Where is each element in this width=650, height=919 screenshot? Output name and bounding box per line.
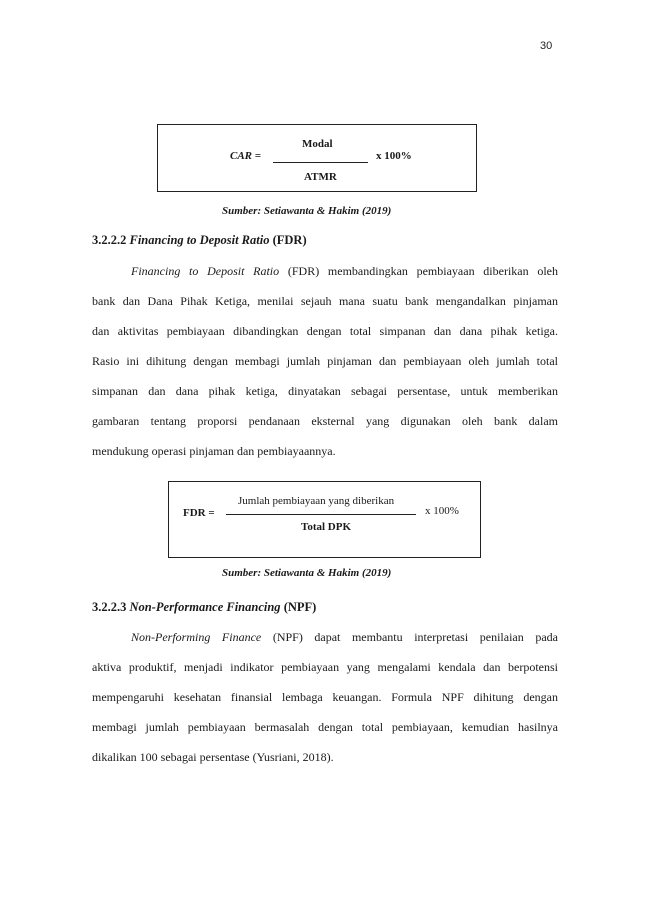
fdr-paragraph-line-3: dan aktivitas pembiayaan dibandingkan dengan total simpanan dan dana pihak ketiga. bbox=[92, 324, 558, 338]
car-fraction-line bbox=[273, 162, 368, 163]
fdr-heading-abbr: (FDR) bbox=[272, 233, 307, 247]
fdr-paragraph-line-6: gambaran tentang proporsi pendanaan eksternal yang digunakan oleh bank dalam bbox=[92, 414, 558, 428]
npf-heading-number: 3.2.2.3 bbox=[92, 600, 127, 614]
npf-heading bbox=[92, 600, 316, 615]
fdr-paragraph-line-2: bank dan Dana Pihak Ketiga, menilai sejauh mana suatu bank mengandalkan pinjaman bbox=[92, 294, 558, 308]
fdr-multiplier: x 100% bbox=[425, 505, 459, 517]
npf-heading-abbr: (NPF) bbox=[283, 600, 317, 614]
fdr-paragraph-line-7: mendukung operasi pinjaman dan pembiayaannya. bbox=[92, 444, 336, 458]
page-number: 30 bbox=[540, 40, 553, 52]
fdr-heading-number: 3.2.2.2 bbox=[92, 233, 127, 247]
npf-paragraph-line-5: dikalikan 100 sebagai persentase (Yusriani, 2018). bbox=[92, 750, 334, 764]
fdr-fraction-line bbox=[226, 514, 416, 515]
fdr-heading-title: Financing to Deposit Ratio bbox=[129, 233, 270, 247]
npf-paragraph-line-1 bbox=[131, 630, 558, 644]
car-source: Sumber: Setiawanta & Hakim (2019) bbox=[222, 205, 392, 217]
fdr-heading bbox=[92, 233, 307, 248]
npf-paragraph-line-3: mempengaruhi kesehatan finansial lembaga keuangan. Formula NPF dihitung dengan bbox=[92, 690, 558, 704]
car-denominator: ATMR bbox=[304, 171, 337, 183]
npf-paragraph-line-4: membagi jumlah pembiayaan bermasalah dengan total pembiayaan, kemudian hasilnya bbox=[92, 720, 558, 734]
npf-heading-title: Non-Performance Financing bbox=[129, 600, 281, 614]
fdr-paragraph-line-1-rest: (FDR) membandingkan pembiayaan diberikan oleh bbox=[279, 264, 558, 278]
npf-paragraph-line-1-rest: (NPF) dapat membantu interpretasi penilaian pada bbox=[261, 630, 558, 644]
fdr-label: FDR = bbox=[183, 507, 215, 519]
car-multiplier: x 100% bbox=[376, 150, 412, 162]
car-numerator: Modal bbox=[302, 138, 333, 150]
car-label: CAR = bbox=[230, 150, 262, 162]
car-formula-box bbox=[157, 124, 477, 192]
fdr-paragraph-lead: Financing to Deposit Ratio bbox=[131, 264, 280, 278]
npf-paragraph-line-2: aktiva produktif, menjadi indikator pembiayaan yang mengalami kendala dan berpotensi bbox=[92, 660, 558, 674]
fdr-paragraph-line-4: Rasio ini dihitung dengan membagi jumlah pinjaman dan pembiayaan oleh jumlah total bbox=[92, 354, 558, 368]
npf-paragraph-lead: Non-Performing Finance bbox=[131, 630, 262, 644]
fdr-denominator: Total DPK bbox=[301, 521, 352, 533]
fdr-formula-box bbox=[168, 481, 481, 558]
fdr-paragraph-line-1 bbox=[131, 264, 558, 278]
fdr-numerator: Jumlah pembiayaan yang diberikan bbox=[238, 495, 395, 507]
fdr-source: Sumber: Setiawanta & Hakim (2019) bbox=[222, 567, 392, 579]
fdr-paragraph-line-5: simpanan dan dana pihak ketiga, dinyatakan sebagai persentase, untuk memberikan bbox=[92, 384, 558, 398]
